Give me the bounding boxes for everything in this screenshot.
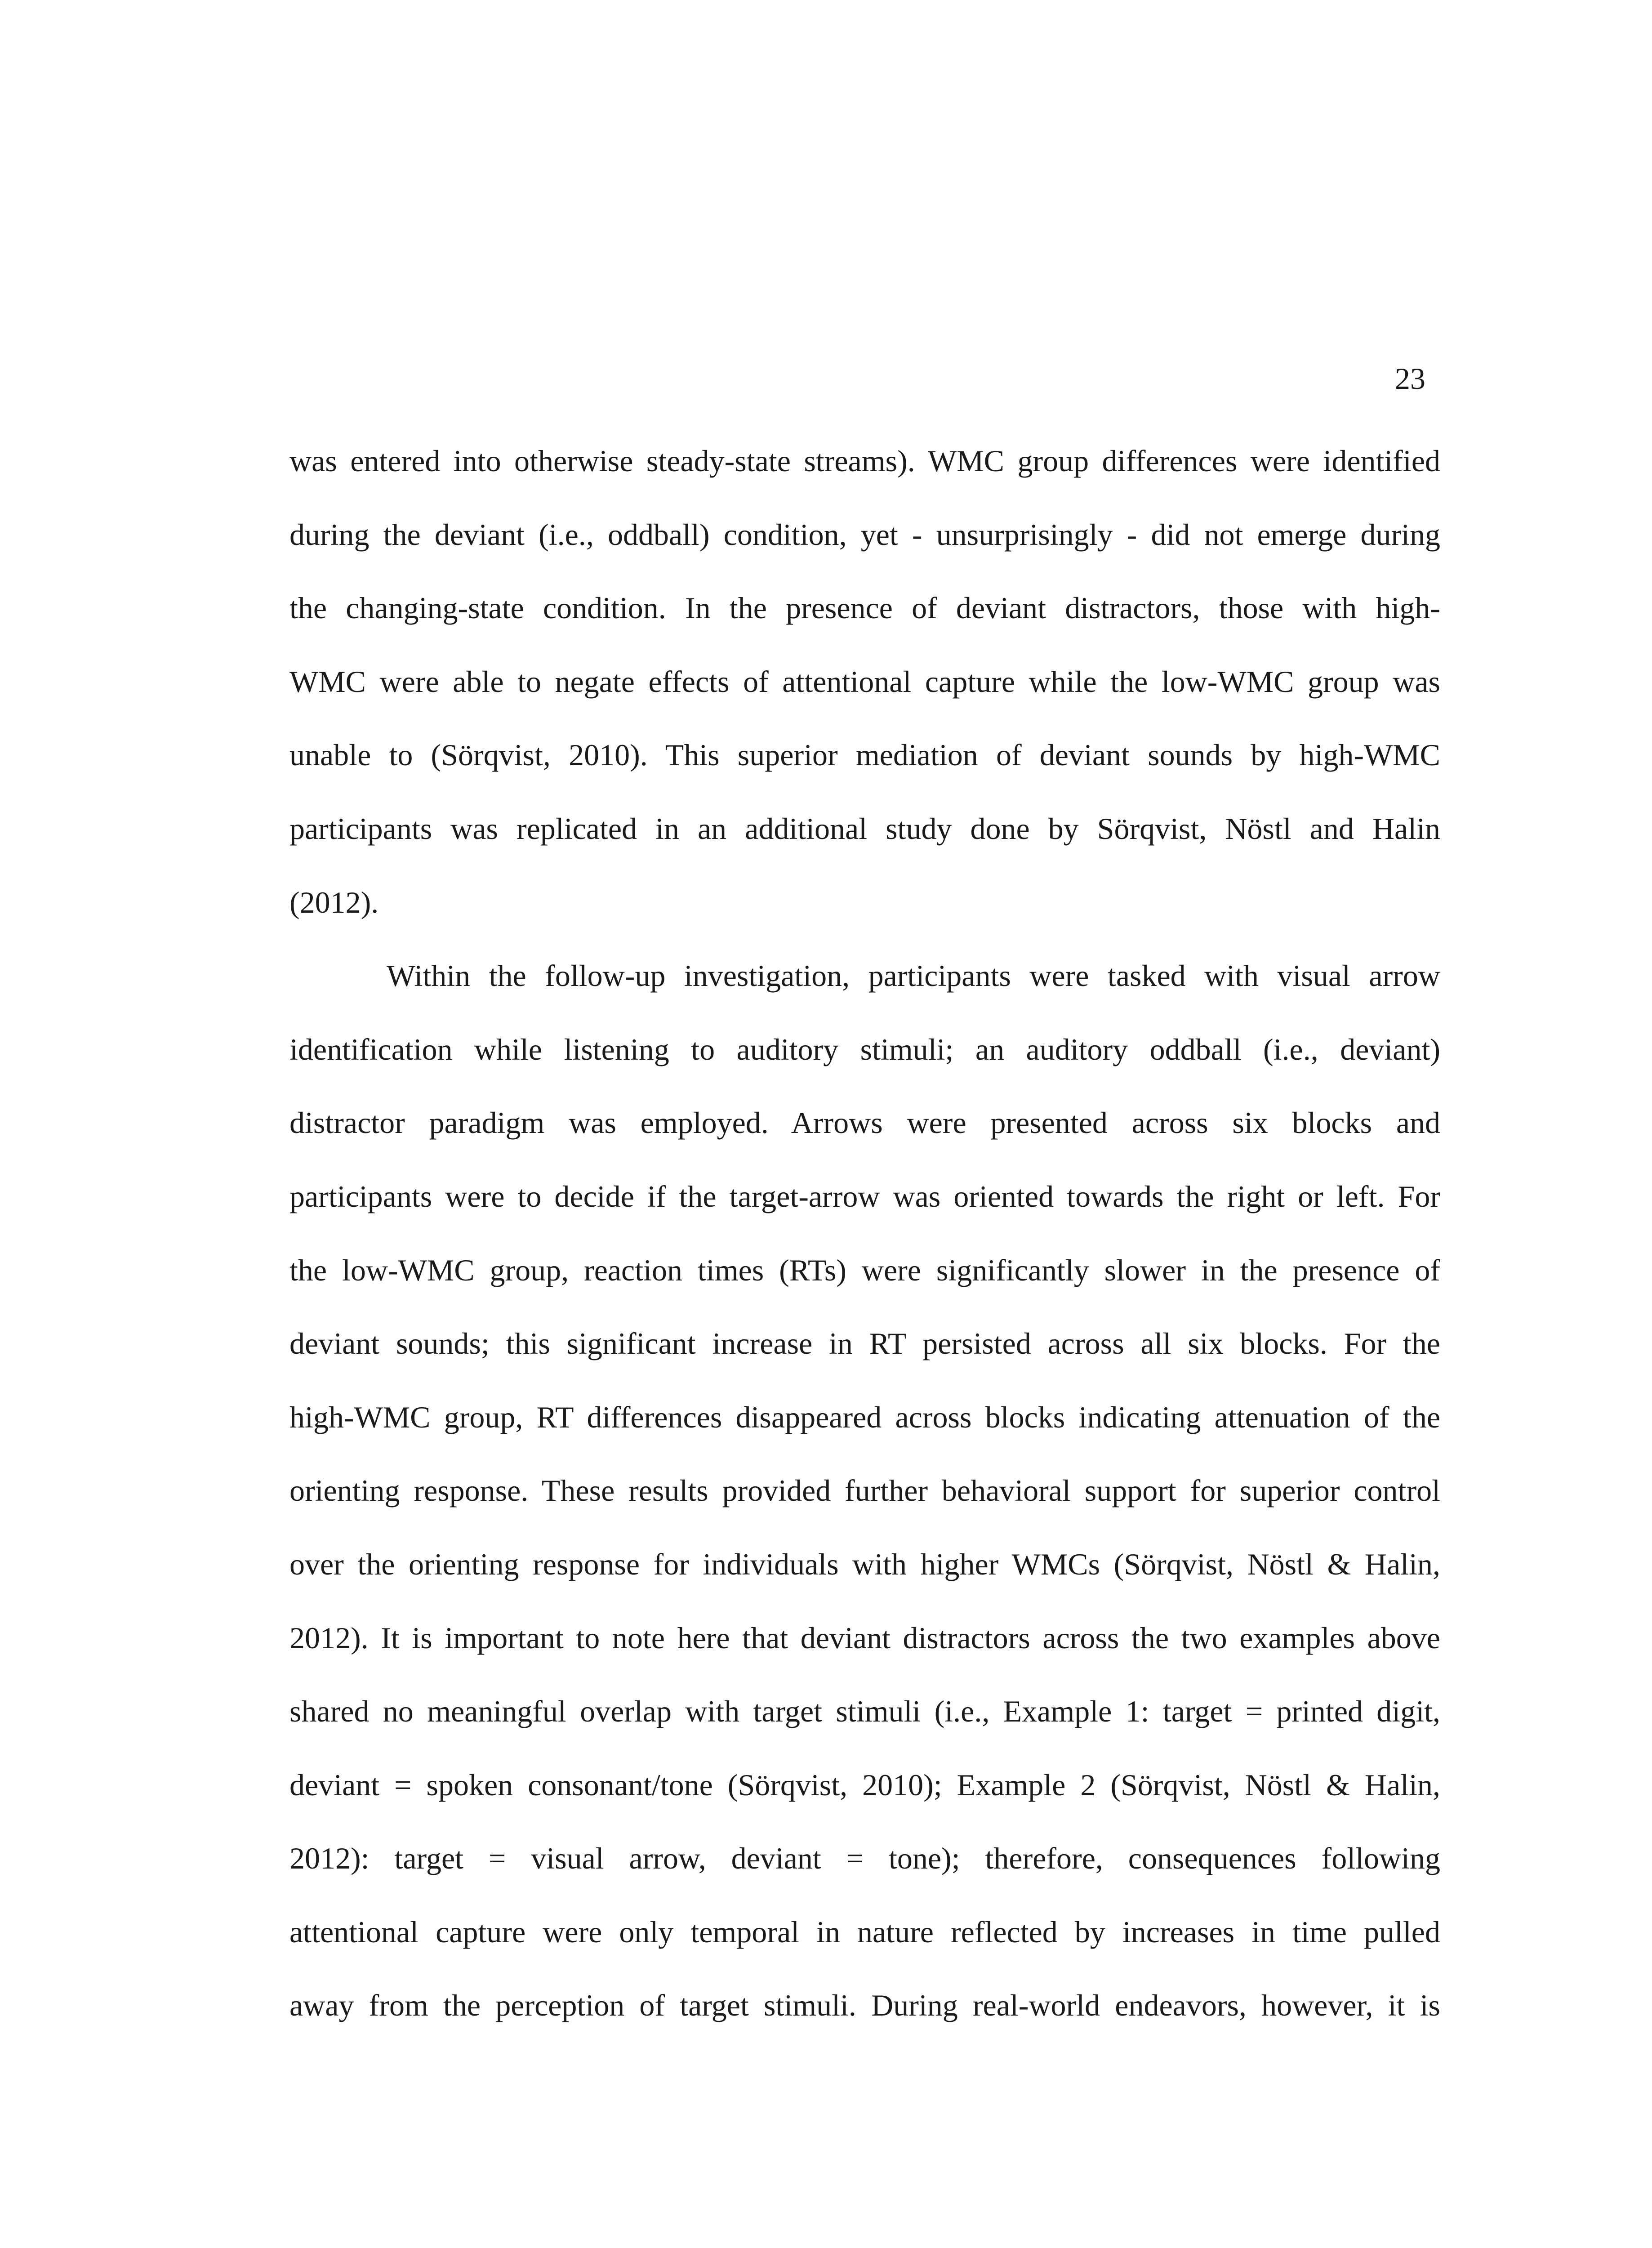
text-line: shared no meaningful overlap with target stimuli (i.e., Example 1: target = printed digit, <box>289 1694 1440 1729</box>
text-line: 2012): target = visual arrow, deviant = tone); therefore, consequences following <box>289 1841 1440 1876</box>
text-line: distractor paradigm was employed. Arrows were presented across six blocks and <box>289 1106 1440 1140</box>
body-text <box>289 438 1440 2056</box>
text-line: participants were to decide if the target-arrow was oriented towards the right or left. For <box>289 1179 1440 1213</box>
paragraph-first-line: Within the follow-up investigation, participants were tasked with visual arrow <box>387 959 1440 993</box>
text-line: (2012). <box>289 885 379 919</box>
text-line: orienting response. These results provided further behavioral support for superior control <box>289 1473 1440 1508</box>
text-line: away from the perception of target stimuli. During real-world endeavors, however, it is <box>289 1988 1440 2023</box>
text-line: deviant = spoken consonant/tone (Sörqvist, 2010); Example 2 (Sörqvist, Nöstl & Halin, <box>289 1767 1440 1802</box>
text-line: over the orienting response for individuals with higher WMCs (Sörqvist, Nöstl & Halin, <box>289 1547 1440 1581</box>
text-line: unable to (Sörqvist, 2010). This superior mediation of deviant sounds by high-WMC <box>289 738 1440 772</box>
text-line: during the deviant (i.e., oddball) condition, yet - unsurprisingly - did not emerge during <box>289 517 1440 552</box>
text-line: high-WMC group, RT differences disappeared across blocks indicating attenuation of the <box>289 1400 1440 1434</box>
text-line: identification while listening to auditory stimuli; an auditory oddball (i.e., deviant) <box>289 1032 1440 1066</box>
page-number: 23 <box>1395 361 1425 396</box>
text-line: the changing-state condition. In the presence of deviant distractors, those with high- <box>289 591 1440 625</box>
text-line: participants was replicated in an additional study done by Sörqvist, Nöstl and Halin <box>289 811 1440 846</box>
text-line: 2012). It is important to note here that deviant distractors across the two examples above <box>289 1620 1440 1655</box>
text-line: WMC were able to negate effects of attentional capture while the low-WMC group was <box>289 664 1440 699</box>
text-line: attentional capture were only temporal in nature reflected by increases in time pulled <box>289 1914 1440 1949</box>
text-line: was entered into otherwise steady-state streams). WMC group differences were identified <box>289 444 1440 478</box>
text-line: deviant sounds; this significant increase in RT persisted across all six blocks. For the <box>289 1326 1440 1361</box>
text-line: the low-WMC group, reaction times (RTs) were significantly slower in the presence of <box>289 1253 1440 1287</box>
